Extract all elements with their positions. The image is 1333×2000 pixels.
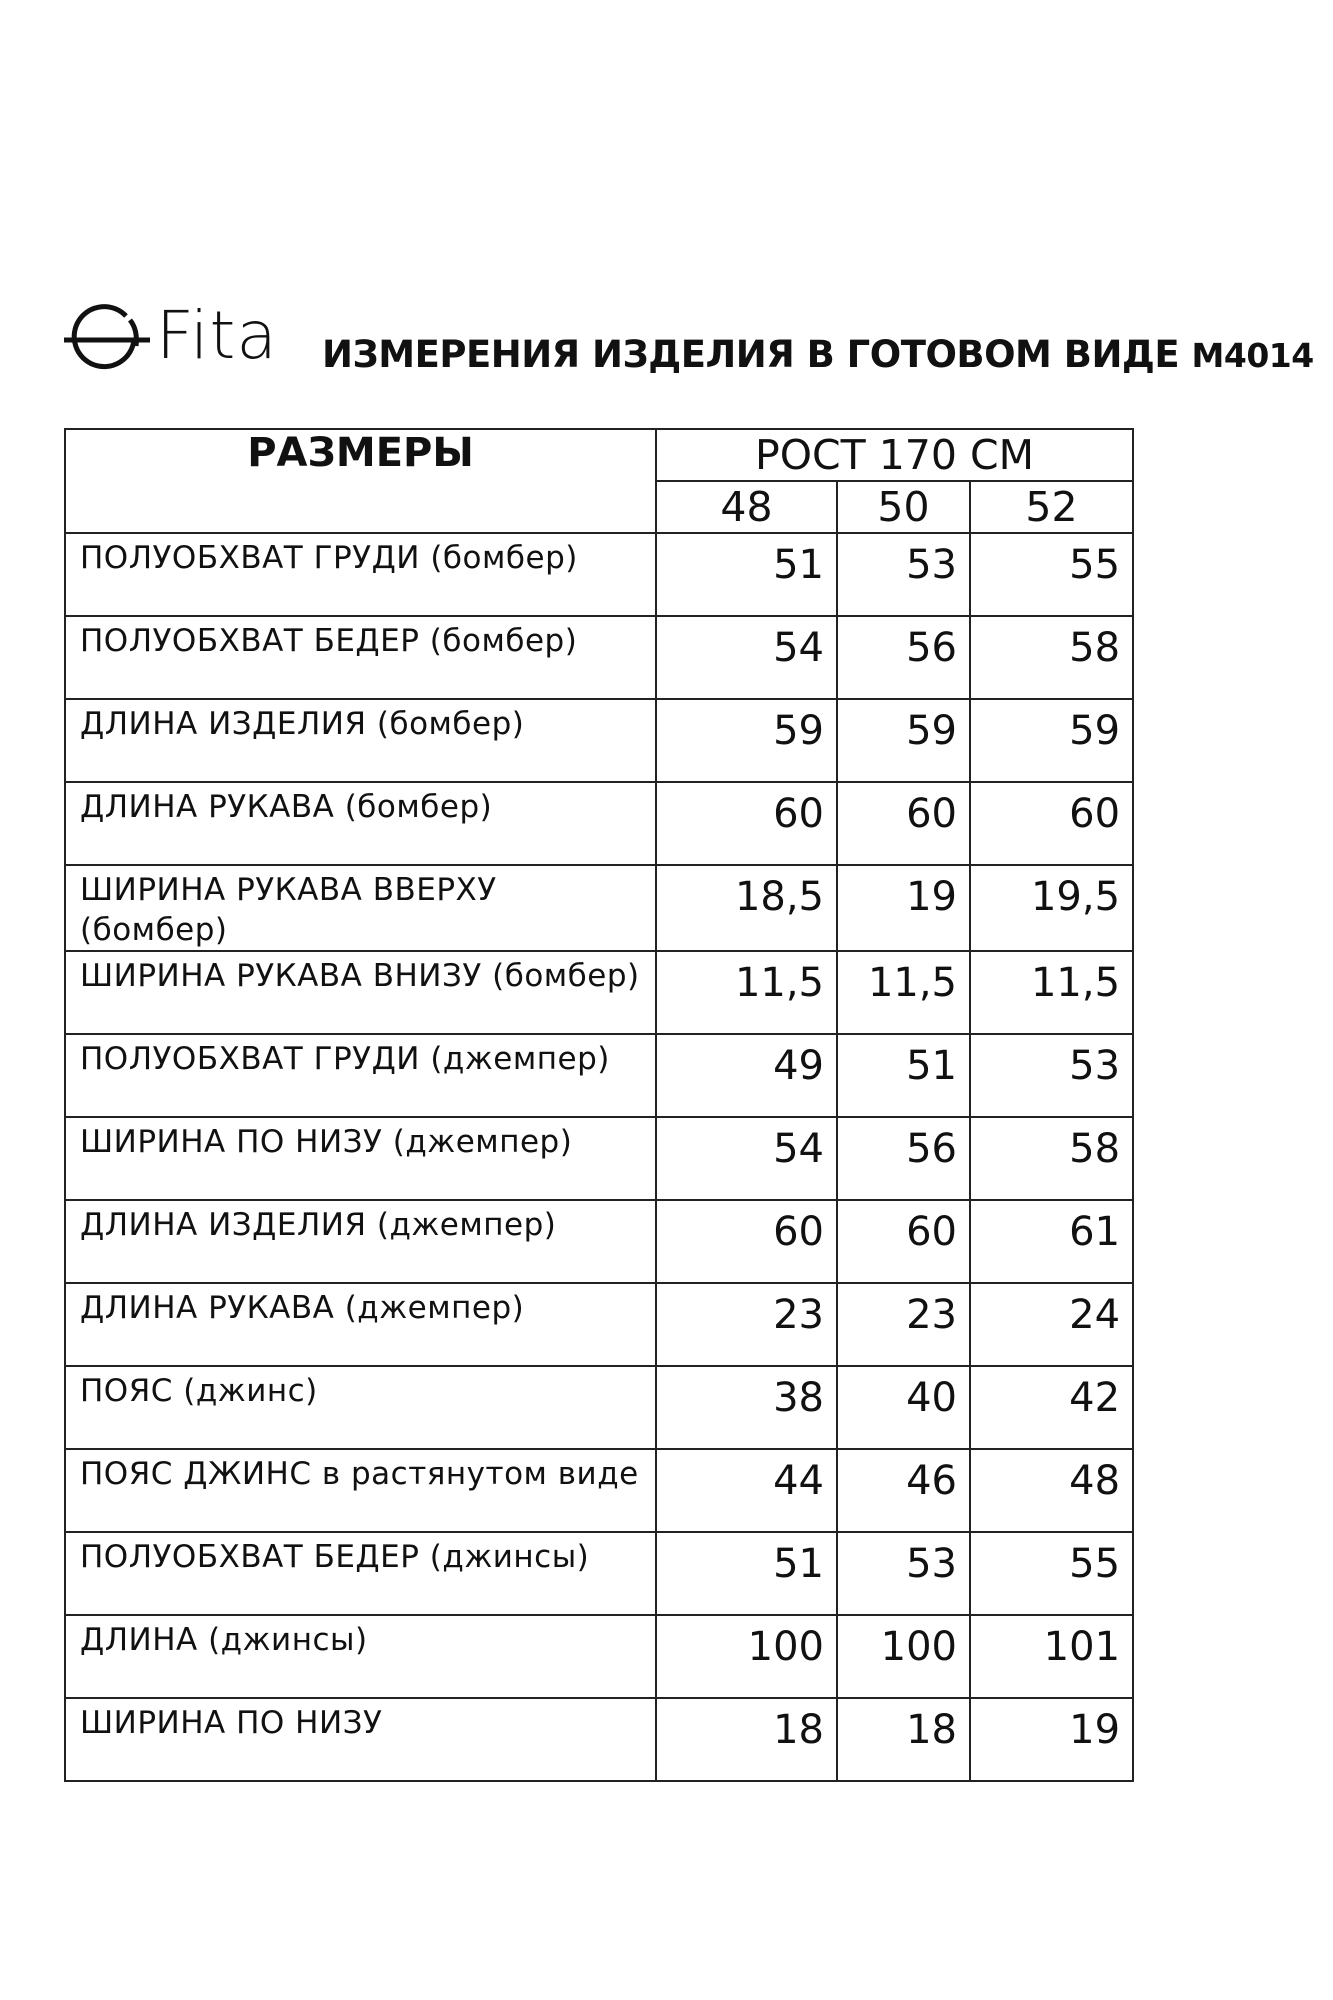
height-header: РОСТ 170 СМ bbox=[656, 429, 1133, 481]
measurement-value: 60 bbox=[656, 782, 837, 865]
measurement-value: 44 bbox=[656, 1449, 837, 1532]
size-label: 52 bbox=[970, 481, 1133, 533]
measurement-value: 55 bbox=[970, 533, 1133, 616]
measurement-value: 38 bbox=[656, 1366, 837, 1449]
measurement-value: 54 bbox=[656, 616, 837, 699]
measurement-value: 54 bbox=[656, 1117, 837, 1200]
measurement-value: 100 bbox=[837, 1615, 970, 1698]
measurement-value: 55 bbox=[970, 1532, 1133, 1615]
measurement-value: 61 bbox=[970, 1200, 1133, 1283]
size-label: 50 bbox=[837, 481, 970, 533]
measurement-value: 11,5 bbox=[656, 951, 837, 1034]
measurement-value: 60 bbox=[970, 782, 1133, 865]
measurement-value: 51 bbox=[656, 533, 837, 616]
table-row bbox=[65, 1117, 1133, 1200]
measurement-value: 18,5 bbox=[656, 865, 837, 951]
measurement-label: ПОЯС ДЖИНС в растянутом виде bbox=[65, 1449, 656, 1532]
measurement-label: ПОЛУОБХВАТ ГРУДИ (джемпер) bbox=[65, 1034, 656, 1117]
measurement-label: ШИРИНА РУКАВА ВНИЗУ (бомбер) bbox=[65, 951, 656, 1034]
measurement-label: ПОЯС (джинс) bbox=[65, 1366, 656, 1449]
table-row bbox=[65, 1698, 1133, 1781]
measurement-value: 11,5 bbox=[837, 951, 970, 1034]
table-row bbox=[65, 1449, 1133, 1532]
measurement-value: 60 bbox=[656, 1200, 837, 1283]
document-header bbox=[64, 297, 1314, 390]
measurement-value: 18 bbox=[656, 1698, 837, 1781]
measurement-value: 51 bbox=[837, 1034, 970, 1117]
measurement-value: 42 bbox=[970, 1366, 1133, 1449]
measurement-value: 23 bbox=[837, 1283, 970, 1366]
measurements-table bbox=[64, 428, 1134, 1782]
table-row bbox=[65, 1532, 1133, 1615]
measurement-value: 49 bbox=[656, 1034, 837, 1117]
measurement-label: ШИРИНА ПО НИЗУ bbox=[65, 1698, 656, 1781]
fita-logo-icon bbox=[64, 300, 154, 380]
table-row bbox=[65, 1615, 1133, 1698]
measurement-value: 46 bbox=[837, 1449, 970, 1532]
page-title bbox=[322, 330, 1314, 381]
measurement-label: ДЛИНА РУКАВА (джемпер) bbox=[65, 1283, 656, 1366]
measurement-value: 59 bbox=[837, 699, 970, 782]
model-number: М4014 bbox=[1191, 336, 1314, 375]
measurement-label: ДЛИНА ИЗДЕЛИЯ (бомбер) bbox=[65, 699, 656, 782]
measurement-label: ШИРИНА РУКАВА ВВЕРХУ (бомбер) bbox=[65, 865, 656, 951]
measurement-value: 56 bbox=[837, 616, 970, 699]
measurement-label: ДЛИНА (джинсы) bbox=[65, 1615, 656, 1698]
sizes-header: РАЗМЕРЫ bbox=[65, 429, 656, 533]
measurement-label: ДЛИНА РУКАВА (бомбер) bbox=[65, 782, 656, 865]
measurement-label: ШИРИНА ПО НИЗУ (джемпер) bbox=[65, 1117, 656, 1200]
measurement-label: ПОЛУОБХВАТ ГРУДИ (бомбер) bbox=[65, 533, 656, 616]
table-row bbox=[65, 1283, 1133, 1366]
table-row bbox=[65, 1034, 1133, 1117]
measurement-value: 100 bbox=[656, 1615, 837, 1698]
title-main: ИЗМЕРЕНИЯ ИЗДЕЛИЯ В ГОТОВОМ ВИДЕ bbox=[322, 333, 1180, 376]
measurement-value: 101 bbox=[970, 1615, 1133, 1698]
size-label: 48 bbox=[656, 481, 837, 533]
measurement-value: 53 bbox=[837, 533, 970, 616]
measurement-value: 19 bbox=[837, 865, 970, 951]
measurement-label: ПОЛУОБХВАТ БЕДЕР (бомбер) bbox=[65, 616, 656, 699]
measurement-value: 18 bbox=[837, 1698, 970, 1781]
table-row bbox=[65, 533, 1133, 616]
measurement-value: 60 bbox=[837, 782, 970, 865]
measurement-value: 19,5 bbox=[970, 865, 1133, 951]
measurement-value: 11,5 bbox=[970, 951, 1133, 1034]
table-row bbox=[65, 616, 1133, 699]
table-row bbox=[65, 1200, 1133, 1283]
table-row bbox=[65, 951, 1133, 1034]
measurement-value: 58 bbox=[970, 616, 1133, 699]
table-row bbox=[65, 865, 1133, 951]
measurement-value: 60 bbox=[837, 1200, 970, 1283]
measurement-value: 19 bbox=[970, 1698, 1133, 1781]
measurement-value: 59 bbox=[970, 699, 1133, 782]
measurement-label: ДЛИНА ИЗДЕЛИЯ (джемпер) bbox=[65, 1200, 656, 1283]
measurement-value: 40 bbox=[837, 1366, 970, 1449]
measurement-value: 59 bbox=[656, 699, 837, 782]
measurement-value: 23 bbox=[656, 1283, 837, 1366]
measurement-value: 53 bbox=[970, 1034, 1133, 1117]
measurement-label: ПОЛУОБХВАТ БЕДЕР (джинсы) bbox=[65, 1532, 656, 1615]
measurement-value: 48 bbox=[970, 1449, 1133, 1532]
table-row bbox=[65, 782, 1133, 865]
measurement-value: 24 bbox=[970, 1283, 1133, 1366]
table-header-row bbox=[65, 429, 1133, 481]
measurement-value: 53 bbox=[837, 1532, 970, 1615]
brand-logo bbox=[64, 297, 294, 380]
table-row bbox=[65, 699, 1133, 782]
brand-name: Fita bbox=[156, 297, 278, 374]
table-body bbox=[65, 533, 1133, 1781]
measurement-value: 56 bbox=[837, 1117, 970, 1200]
measurement-value: 58 bbox=[970, 1117, 1133, 1200]
measurement-value: 51 bbox=[656, 1532, 837, 1615]
table-row bbox=[65, 1366, 1133, 1449]
